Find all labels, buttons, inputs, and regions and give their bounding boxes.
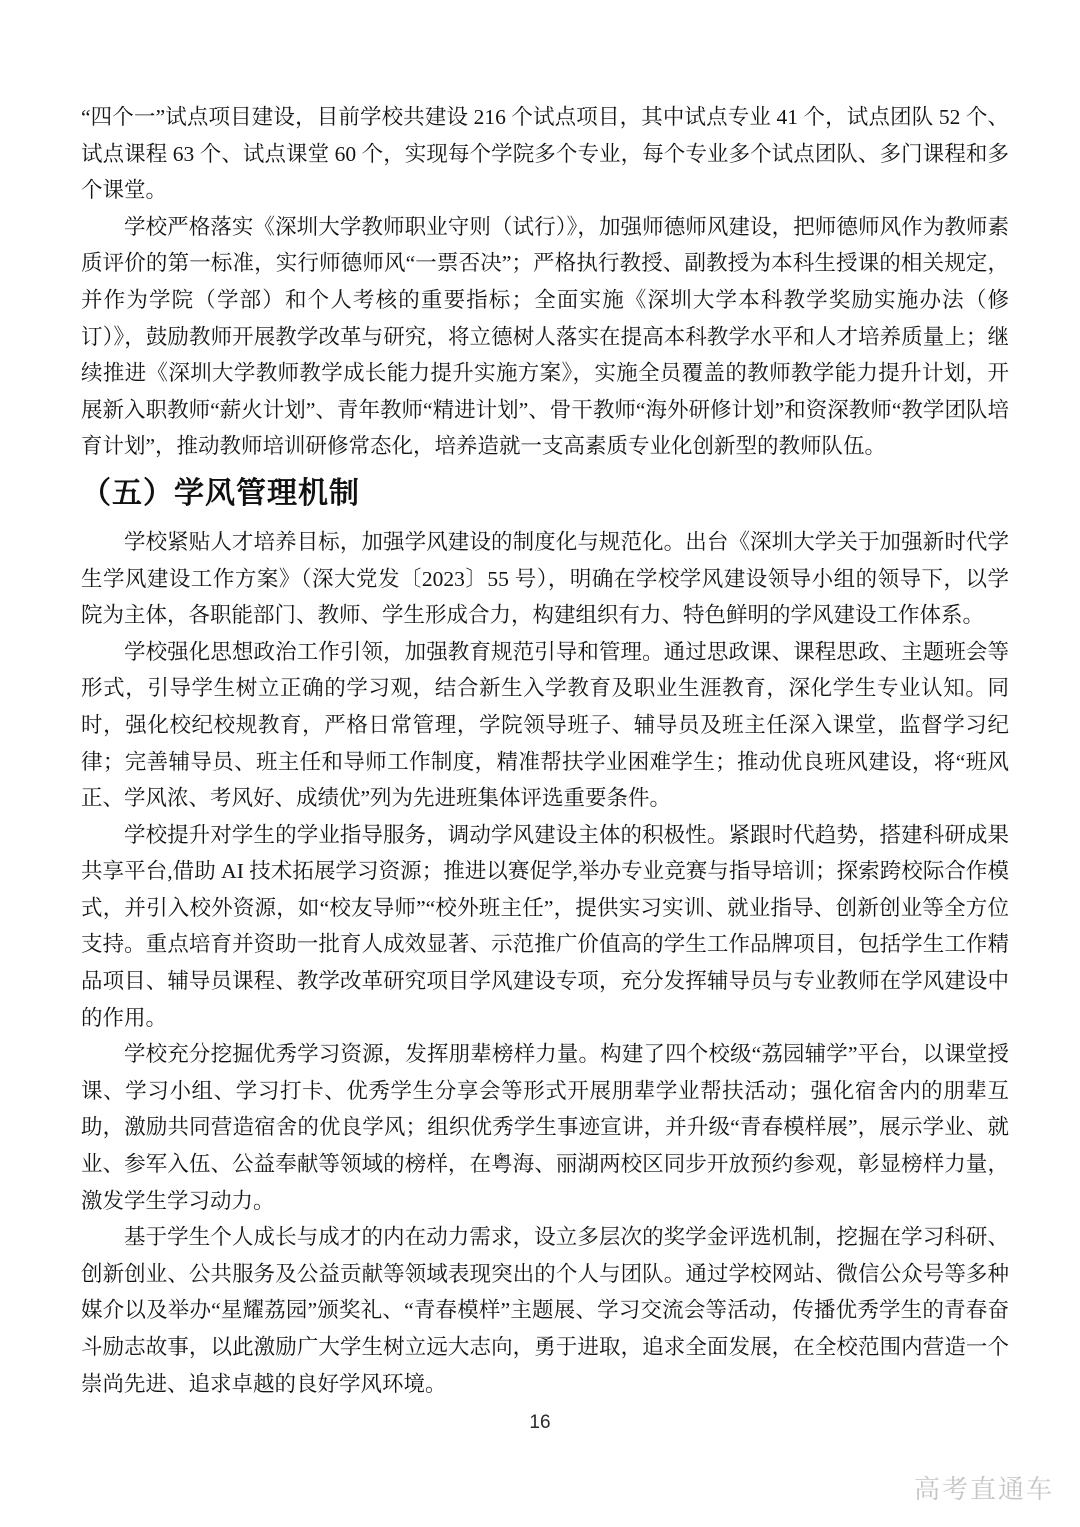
paragraph-pilot-projects: “四个一”试点项目建设，目前学校共建设 216 个试点项目，其中试点专业 41 个，试点团队 52 个、试点课程 63 个、试点课堂 60 个，实现每个学院多个专业，每个专业多个试点团队、多门课程和多个课堂。 [81,105,1009,203]
page-content [81,99,1009,1402]
watermark-gaokao-zhitongche: 高考直通车 [913,1474,1054,1504]
page-number: 16 [529,1412,551,1433]
section-heading-study-style-management: （五）学风管理机制 [81,476,360,510]
paragraph-scholarship-motivation: 基于学生个人成长与成才的内在动力需求，设立多层次的奖学金评选机制，挖掘在学习科研、创新创业、公共服务及公益贡献等领域表现突出的个人与团队。通过学校网站、微信公众号等多种媒介以及举办“星耀荔园”颁奖礼、“青春模样”主题展、学习交流会等活动，传播优秀学生的青春奋斗励志故事，以此激励广大学生树立远大志向，勇于进取，追求全面发展，在全校范围内营造一个崇尚先进、追求卓越的良好学风环境。 [81,1225,1009,1396]
paragraph-academic-guidance: 学校提升对学生的学业指导服务，调动学风建设主体的积极性。紧跟时代趋势，搭建科研成果共享平台,借助 AI 技术拓展学习资源；推进以赛促学,举办专业竞赛与指导培训；探索跨校际合作模式，并引入校外资源，如“校友导师”“校外班主任”，提供实习实训、就业指导、创新创业等全方位支持。重点培育并资助一批育人成效显著、示范推广价值高的学生工作品牌项目，包括学生工作精品项目、辅导员课程、教学改革研究项目学风建设专项，充分发挥辅导员与专业教师在学风建设中的作用。 [81,822,1009,1030]
paragraph-ideological-guidance: 学校强化思想政治工作引领，加强教育规范引导和管理。通过思政课、课程思政、主题班会等形式，引导学生树立正确的学习观，结合新生入学教育及职业生涯教育，深化学生专业认知。同时，强化校纪校规教育，严格日常管理，学院领导班子、辅导员及班主任深入课堂，监督学习纪律；完善辅导员、班主任和导师工作制度，精准帮扶学业困难学生；推动优良班风建设，将“班风正、学风浓、考风好、成绩优”列为先进班集体评选重要条件。 [81,639,1009,811]
paragraph-peer-role-models: 学校充分挖掘优秀学习资源，发挥朋辈榜样力量。构建了四个校级“荔园辅学”平台，以课堂授课、学习小组、学习打卡、优秀学生分享会等形式开展朋辈学业帮扶活动；强化宿舍内的朋辈互助，激励共同营造宿舍的优良学风；组织优秀学生事迹宣讲，并升级“青春模样展”，展示学业、就业、参军入伍、公益奉献等领域的榜样，在粤海、丽湖两校区同步开放预约参观，彰显榜样力量，激发学生学习动力。 [81,1042,1009,1213]
paragraph-institutionalization: 学校紧贴人才培养目标，加强学风建设的制度化与规范化。出台《深圳大学关于加强新时代学生学风建设工作方案》（深大党发〔2023〕55 号），明确在学校学风建设领导小组的领导下，以学院为主体，各职能部门、教师、学生形成合力，构建组织有力、特色鲜明的学风建设工作体系。 [81,529,1009,628]
paragraph-teacher-ethics: 学校严格落实《深圳大学教师职业守则（试行）》，加强师德师风建设，把师德师风作为教师素质评价的第一标准，实行师德师风“一票否决”；严格执行教授、副教授为本科生授课的相关规定，并作为学院（学部）和个人考核的重要指标；全面实施《深圳大学本科教学奖励实施办法（修订）》，鼓励教师开展教学改革与研究，将立德树人落实在提高本科教学水平和人才培养质量上；继续推进《深圳大学教师教学成长能力提升实施方案》，实施全员覆盖的教师教学能力提升计划，开展新入职教师“薪火计划”、青年教师“精进计划”、骨干教师“海外研修计划”和资深教师“教学团队培育计划”，推动教师培训研修常态化，培养造就一支高素质专业化创新型的教师队伍。 [81,214,1009,459]
